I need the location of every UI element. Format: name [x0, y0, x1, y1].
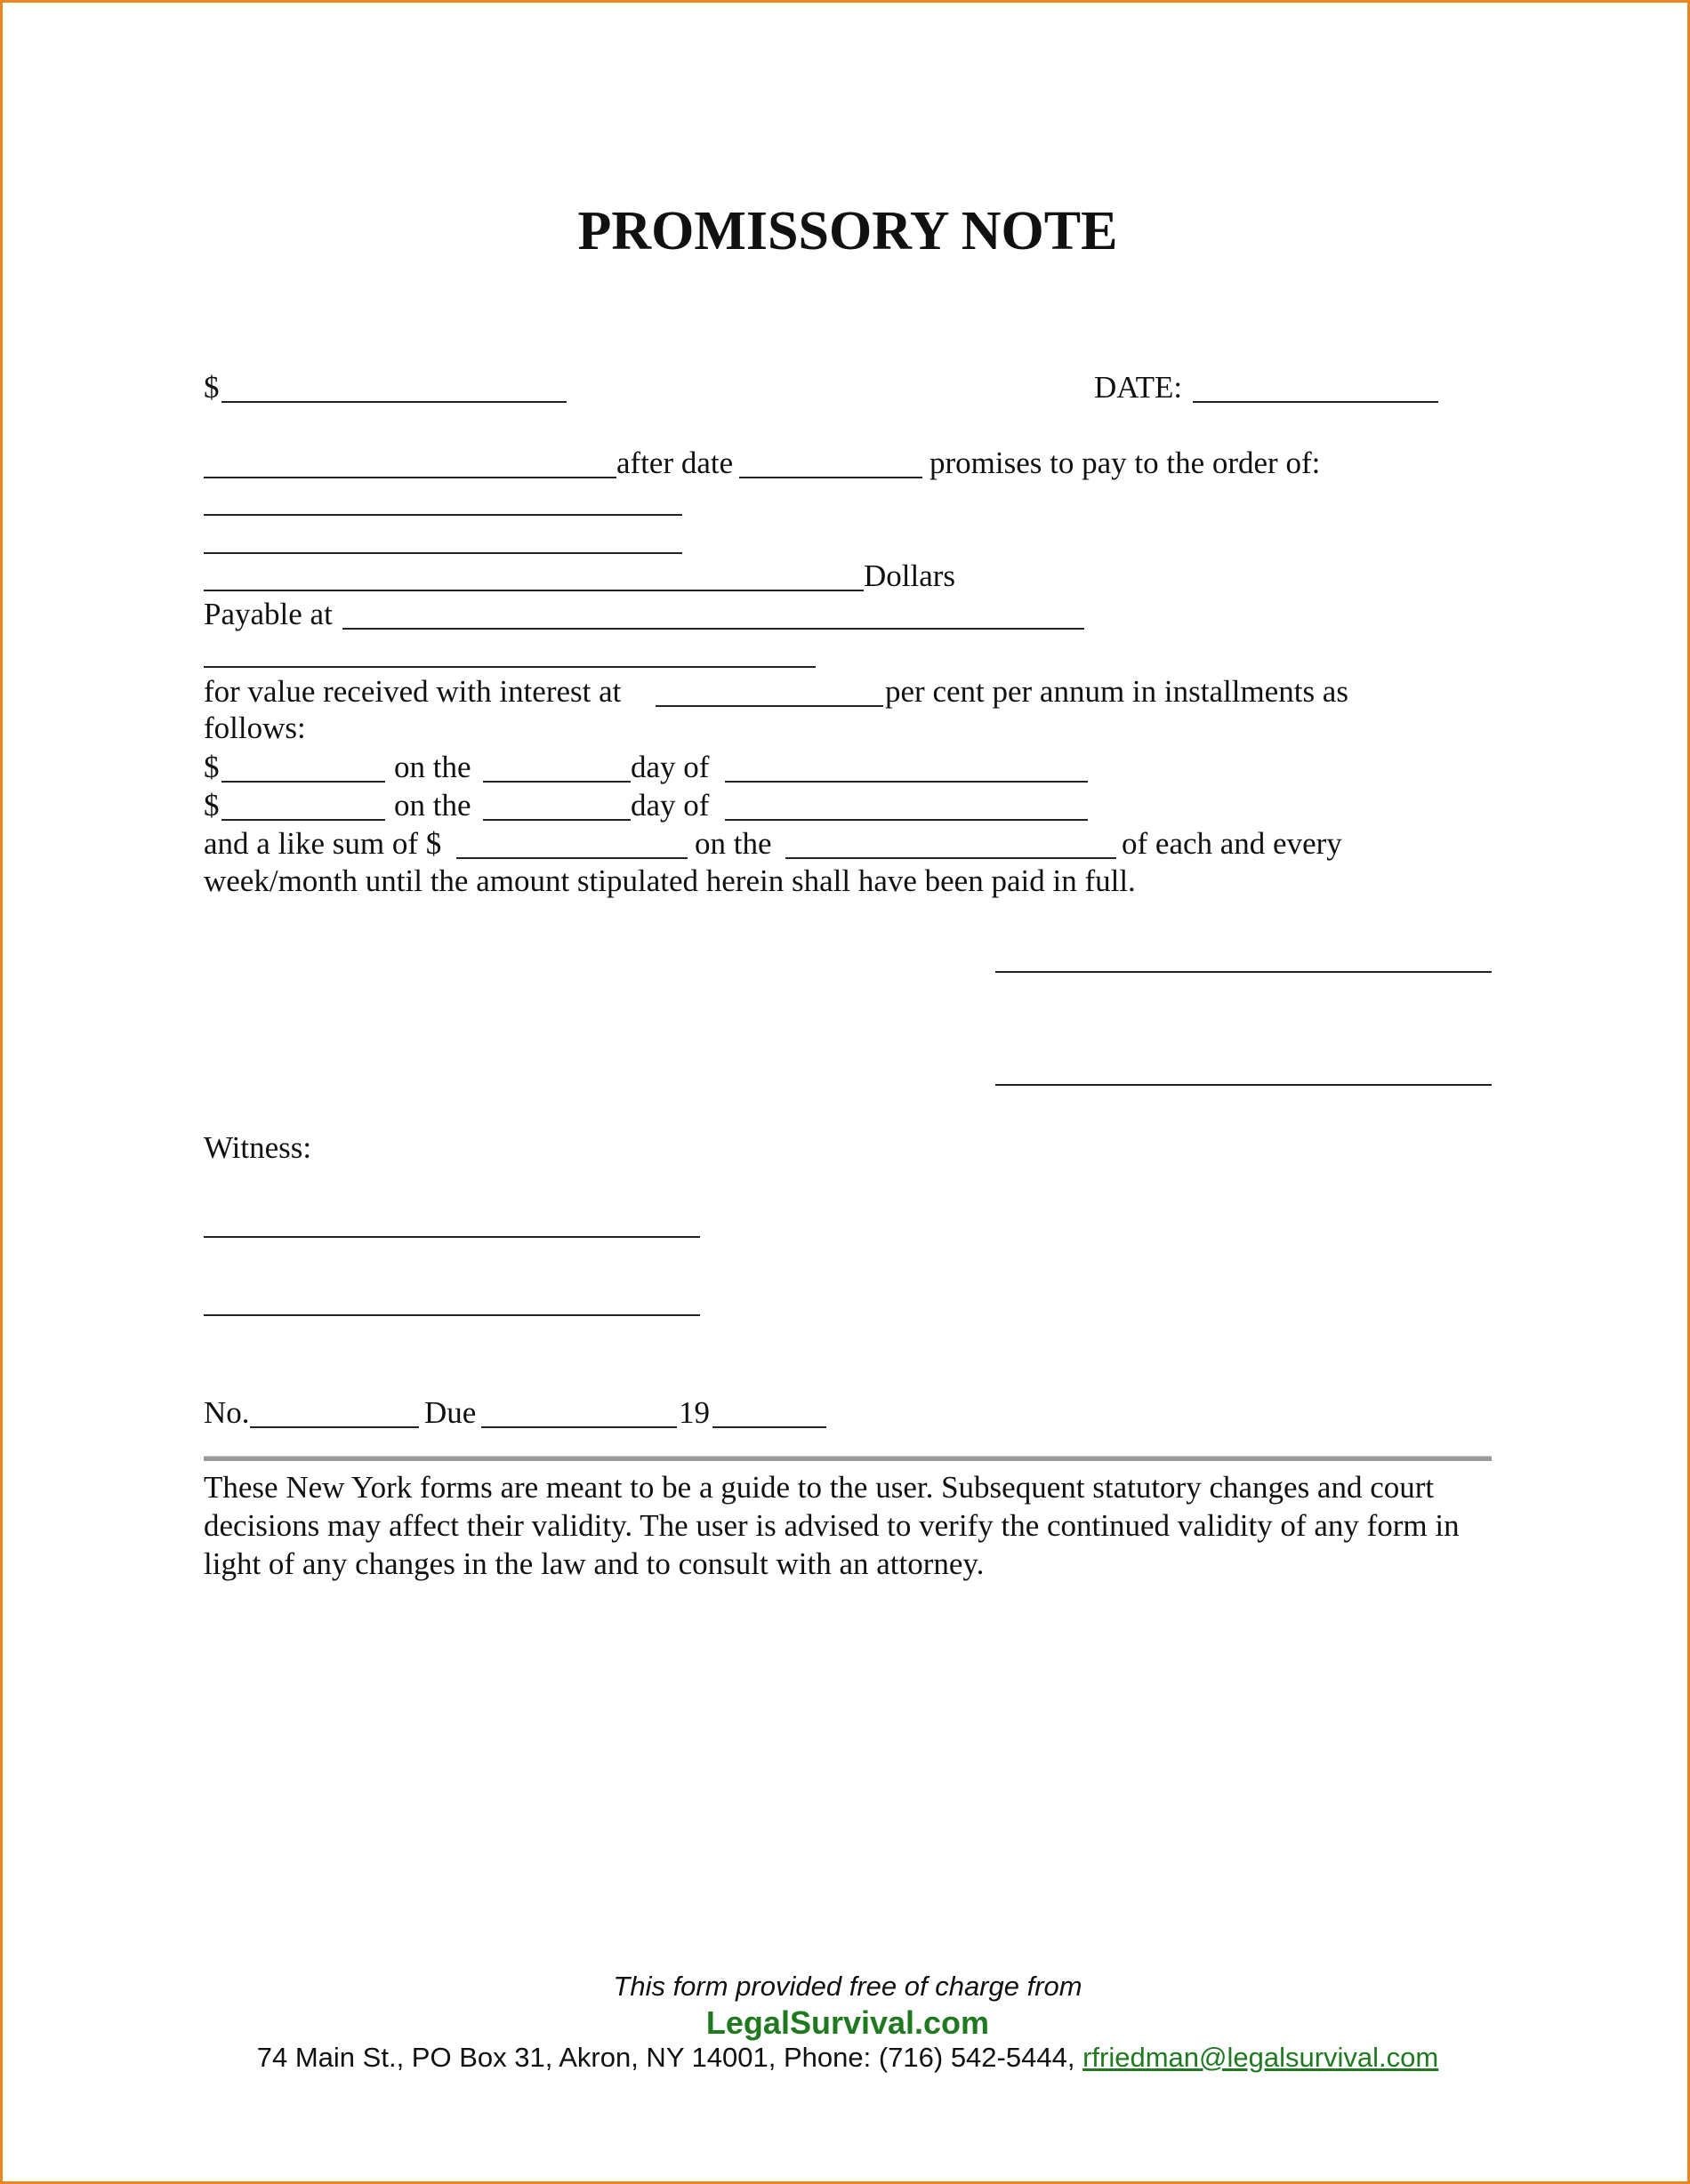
payee-line-1[interactable]: [204, 514, 682, 516]
payee-line-2[interactable]: [204, 552, 682, 554]
year-field[interactable]: [712, 1426, 826, 1428]
installment-2-day-of: day of: [631, 788, 710, 823]
witness-signature-line-2[interactable]: [204, 1314, 700, 1316]
installment-1-dollar: $: [204, 750, 220, 784]
due-label: Due: [424, 1395, 477, 1430]
installment-1-amount-field[interactable]: [221, 781, 385, 783]
follows-label: follows:: [204, 711, 306, 745]
legal-notice: These New York forms are meant to be a guide to the user. Subsequent statutory changes and court decisions may affect their validity. The user is advised to verify the continued validity of any form in light of any changes in the law and to consult with an attorney.: [204, 1470, 1460, 1581]
payable-at-field-2[interactable]: [204, 666, 816, 668]
installment-2-month-field[interactable]: [725, 819, 1088, 821]
dollars-field[interactable]: [204, 590, 864, 591]
installment-1-day-of: day of: [631, 750, 710, 784]
witness-label: Witness:: [204, 1130, 312, 1165]
like-sum-day-field[interactable]: [785, 857, 1116, 859]
footer-address: 74 Main St., PO Box 31, Akron, NY 14001, Phone: (716) 542-5444,: [256, 2042, 1075, 2073]
date-field[interactable]: [1193, 401, 1438, 403]
installment-2-on-the: on the: [394, 788, 471, 823]
like-sum-amount-field[interactable]: [456, 857, 688, 859]
maker-signature-line-2[interactable]: [995, 1084, 1492, 1086]
payable-at-label: Payable at: [204, 597, 333, 631]
footer-brand[interactable]: LegalSurvival.com: [705, 2004, 990, 2041]
payable-at-field[interactable]: [342, 628, 1084, 630]
footer-provided-by: This form provided free of charge from: [613, 1971, 1082, 2002]
dollars-label: Dollars: [864, 558, 956, 593]
amount-field[interactable]: [221, 401, 567, 403]
until-text: week/month until the amount stipulated herein shall have been paid in full.: [204, 863, 1136, 898]
document-title: PROMISSORY NOTE: [577, 201, 1118, 261]
term-field[interactable]: [204, 477, 616, 478]
after-date-field[interactable]: [739, 477, 922, 478]
date-label: DATE:: [1094, 370, 1183, 405]
amount-dollar-sign: $: [204, 370, 220, 405]
installment-1-on-the: on the: [394, 750, 471, 784]
divider-rule: [204, 1456, 1492, 1461]
installment-1-month-field[interactable]: [725, 781, 1088, 783]
no-label: No.: [204, 1395, 250, 1430]
witness-signature-line-1[interactable]: [204, 1236, 700, 1238]
interest-prefix: for value received with interest at: [204, 674, 622, 709]
promises-label: promises to pay to the order of:: [930, 446, 1321, 480]
like-sum-on-the: on the: [695, 826, 772, 861]
interest-suffix: per cent per annum in installments as: [885, 674, 1348, 709]
each-every-label: of each and every: [1122, 826, 1342, 861]
installment-2-dollar: $: [204, 788, 220, 823]
footer-contact: [3, 2042, 1690, 2074]
no-field[interactable]: [250, 1426, 419, 1428]
like-sum-label: and a like sum of $: [204, 826, 442, 861]
installment-1-day-field[interactable]: [483, 781, 631, 783]
after-date-label: after date: [616, 446, 734, 480]
installment-2-day-field[interactable]: [483, 819, 631, 821]
maker-signature-line-1[interactable]: [995, 971, 1492, 973]
due-field[interactable]: [481, 1426, 677, 1428]
interest-rate-field[interactable]: [656, 705, 883, 707]
installment-2-amount-field[interactable]: [221, 819, 385, 821]
footer-email-link[interactable]: rfriedman@legalsurvival.com: [1082, 2042, 1439, 2073]
year-prefix: 19: [679, 1395, 710, 1430]
